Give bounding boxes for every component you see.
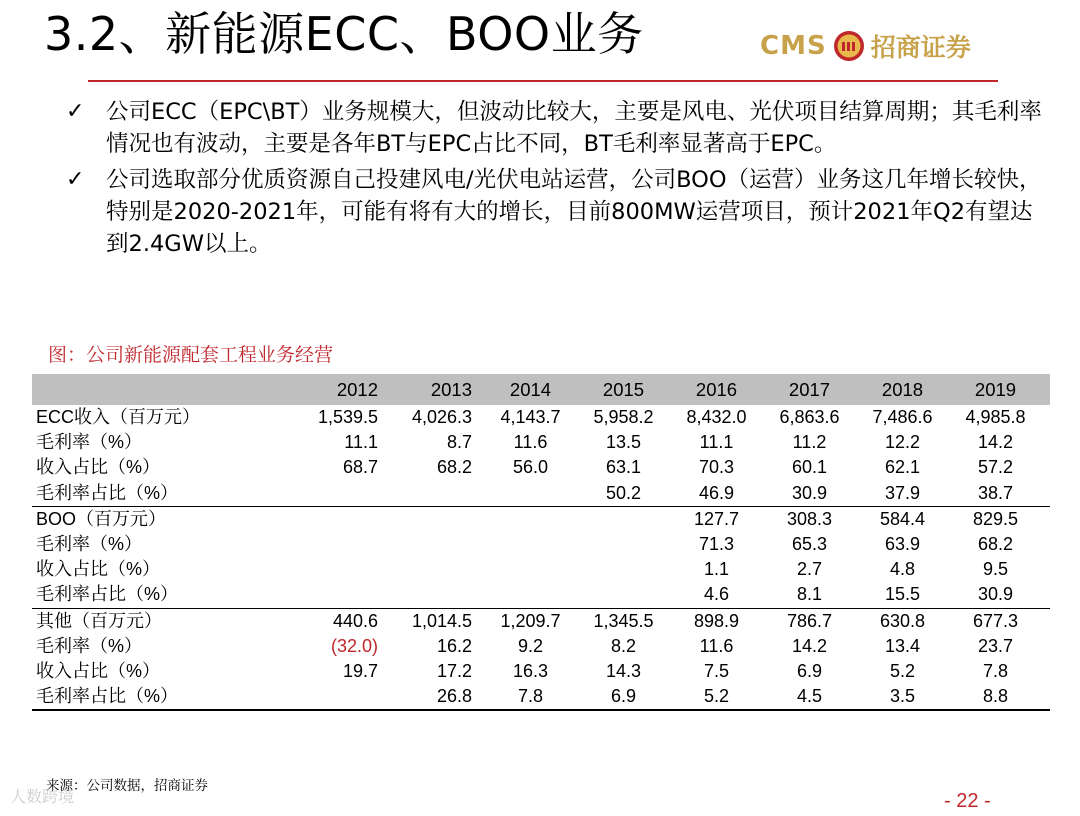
table-cell: 4,143.7 [500, 407, 561, 427]
header-year: 2018 [881, 379, 924, 400]
table-row [32, 532, 1050, 557]
row-label: 毛利率占比（%） [36, 482, 179, 503]
table-cell: 1,345.5 [593, 610, 654, 631]
table-cell: 68.2 [977, 533, 1014, 554]
table-cell: 9.5 [982, 559, 1009, 580]
table-row [32, 506, 1050, 532]
table-cell [484, 507, 577, 532]
table-row [32, 659, 1050, 684]
row-label: ECC收入（百万元） [36, 407, 201, 427]
table-cell [300, 532, 388, 557]
table-cell [300, 481, 388, 506]
table-cell: 57.2 [977, 457, 1014, 478]
table-cell: 127.7 [693, 508, 740, 529]
table-row [32, 582, 1050, 607]
header-year: 2016 [695, 379, 738, 400]
row-label: 毛利率占比（%） [36, 584, 179, 605]
row-label: BOO（百万元） [36, 508, 167, 529]
table-cell [388, 582, 484, 607]
checkmark-icon: ✓ [66, 167, 85, 192]
watermark-logo [8, 782, 158, 808]
table-cell: 19.7 [342, 660, 378, 681]
table-cell: 3.5 [889, 686, 916, 707]
table-cell: 23.7 [977, 635, 1014, 656]
table-cell: 4,985.8 [965, 407, 1026, 427]
table-cell: 4.6 [703, 584, 730, 605]
table-cell [388, 557, 484, 582]
table-cell: 5.2 [703, 686, 730, 707]
table-row [32, 455, 1050, 480]
table-cell: 677.3 [972, 610, 1019, 631]
page-number: - 22 - [944, 790, 991, 812]
row-label: 其他（百万元） [36, 610, 162, 631]
logo-brand: CMS [760, 31, 827, 61]
header-year: 2015 [602, 379, 645, 400]
header-year: 2012 [336, 379, 378, 400]
table-cell [577, 532, 670, 557]
row-label: 收入占比（%） [36, 457, 161, 478]
table-body [32, 405, 1050, 709]
bullet-text: 公司ECC（EPC\BT）业务规模大，但波动比较大，主要是风电、光伏项目结算周期；其毛利率情况也有波动，主要是各年BT与EPC占比不同，BT毛利率显著高于EPC。 [106, 99, 1042, 157]
checkmark-icon: ✓ [66, 99, 85, 124]
table-cell [484, 481, 577, 506]
table-cell [484, 557, 577, 582]
table-cell: 46.9 [698, 482, 735, 503]
table-cell: 11.6 [699, 635, 734, 656]
table-row [32, 634, 1050, 659]
table-cell: 7.8 [982, 660, 1009, 681]
table-cell: 14.2 [791, 635, 828, 656]
table-cell: 630.8 [879, 610, 926, 631]
table-cell: 9.2 [517, 635, 544, 656]
table-cell: 6.9 [610, 686, 637, 707]
table-cell: 7.5 [703, 660, 730, 681]
table-cell [300, 684, 388, 709]
table-cell: 12.2 [884, 432, 921, 453]
table-cell: 308.3 [786, 508, 833, 529]
table-cell: 16.3 [512, 660, 549, 681]
table-cell: 5.2 [889, 660, 916, 681]
table-row [32, 608, 1050, 634]
table-cell: 4.5 [796, 686, 823, 707]
table-cell: 50.2 [605, 482, 642, 503]
table-cell: 65.3 [791, 533, 828, 554]
table-cell [577, 582, 670, 607]
table-cell: 30.9 [791, 482, 828, 503]
table-cell: 68.7 [342, 457, 378, 478]
table-row [32, 557, 1050, 582]
row-label: 毛利率（%） [36, 533, 143, 554]
table-row [32, 481, 1050, 506]
table-cell [300, 582, 388, 607]
table-cell [300, 507, 388, 532]
table-cell: 68.2 [436, 457, 472, 478]
table-cell: 4.8 [889, 559, 916, 580]
row-label: 收入占比（%） [36, 559, 161, 580]
table-cell: 11.1 [344, 432, 378, 453]
table-cell: 30.9 [977, 584, 1014, 605]
figure-title: 图：公司新能源配套工程业务经营 [48, 344, 334, 366]
table-cell: 1,539.5 [317, 407, 378, 427]
table-cell: 62.1 [884, 457, 921, 478]
table-cell: 13.5 [605, 432, 642, 453]
table-cell: 14.2 [977, 432, 1014, 453]
table-cell: 4,026.3 [411, 407, 472, 427]
table-cell: 8,432.0 [686, 407, 747, 427]
table-cell: 1,209.7 [500, 610, 561, 631]
table-cell: 56.0 [512, 457, 549, 478]
table-row [32, 405, 1050, 430]
table-cell: 786.7 [786, 610, 833, 631]
table-cell [388, 507, 484, 532]
table-cell: 5,958.2 [593, 407, 654, 427]
table-cell: 8.1 [796, 584, 823, 605]
table-cell: 11.2 [792, 432, 827, 453]
table-cell [577, 507, 670, 532]
table-cell: 11.1 [699, 432, 734, 453]
table-row [32, 430, 1050, 455]
table-cell: 8.8 [982, 686, 1009, 707]
table-cell: 70.3 [698, 457, 735, 478]
table-cell: 37.9 [884, 482, 921, 503]
table-cell: 829.5 [972, 508, 1019, 529]
header-year: 2017 [788, 379, 831, 400]
row-label: 毛利率占比（%） [36, 686, 179, 707]
cms-logo [760, 26, 971, 66]
table-cell: 1,014.5 [411, 610, 472, 631]
table-cell: 15.5 [884, 584, 921, 605]
table-cell: 63.1 [605, 457, 642, 478]
table-cell: 584.4 [879, 508, 926, 529]
table-cell: 38.7 [977, 482, 1014, 503]
bullet-item [66, 164, 1046, 260]
table-cell [577, 557, 670, 582]
table-cell: 898.9 [693, 610, 740, 631]
table-cell: 14.3 [605, 660, 642, 681]
table-cell: 8.2 [610, 635, 637, 656]
header-year: 2013 [430, 379, 472, 400]
table-cell [484, 532, 577, 557]
business-table [32, 374, 1050, 711]
header-label-cell [32, 374, 300, 405]
table-cell [388, 481, 484, 506]
table-cell: 7,486.6 [872, 407, 933, 427]
table-row [32, 684, 1050, 709]
table-cell: 8.7 [446, 432, 472, 453]
slide-title: 3.2、新能源ECC、BOO业务 [44, 7, 644, 61]
table-cell: 1.1 [703, 559, 730, 580]
table-cell: 26.8 [436, 686, 472, 707]
table-cell [388, 532, 484, 557]
watermark-text: 人数跨境 [10, 787, 75, 806]
bullet-item [66, 96, 1046, 160]
logo-name-cn: 招商证券 [870, 33, 971, 62]
figure-source: 来源：公司数据，招商证券 [46, 778, 208, 794]
table-cell: 16.2 [436, 635, 472, 656]
title-divider [88, 80, 998, 82]
table-cell: (32.0) [330, 635, 378, 656]
header-year: 2014 [509, 379, 552, 400]
table-cell: 440.6 [332, 610, 378, 631]
table-cell: 11.6 [513, 432, 548, 453]
table-cell: 7.8 [517, 686, 544, 707]
table-cell [300, 557, 388, 582]
table-cell: 71.3 [698, 533, 735, 554]
table-cell [484, 582, 577, 607]
table-cell: 13.4 [884, 635, 921, 656]
cms-emblem-icon [833, 30, 865, 62]
table-cell: 6.9 [796, 660, 823, 681]
table-cell: 2.7 [796, 559, 823, 580]
row-label: 收入占比（%） [36, 660, 161, 681]
table-header-row [32, 374, 1050, 405]
header-year: 2019 [974, 379, 1017, 400]
table-cell: 60.1 [791, 457, 828, 478]
row-label: 毛利率（%） [36, 432, 143, 453]
table-cell: 17.2 [436, 660, 472, 681]
bullet-text: 公司选取部分优质资源自己投建风电/光伏电站运营，公司BOO（运营）业务这几年增长较快，特别是2020-2021年，可能有将有大的增长，目前800MW运营项目，预计2021年Q2有望达到2.4GW以上。 [106, 167, 1042, 257]
table-cell: 63.9 [884, 533, 921, 554]
table-cell: 6,863.6 [779, 407, 840, 427]
row-label: 毛利率（%） [36, 635, 143, 656]
bullet-list [66, 96, 1046, 264]
